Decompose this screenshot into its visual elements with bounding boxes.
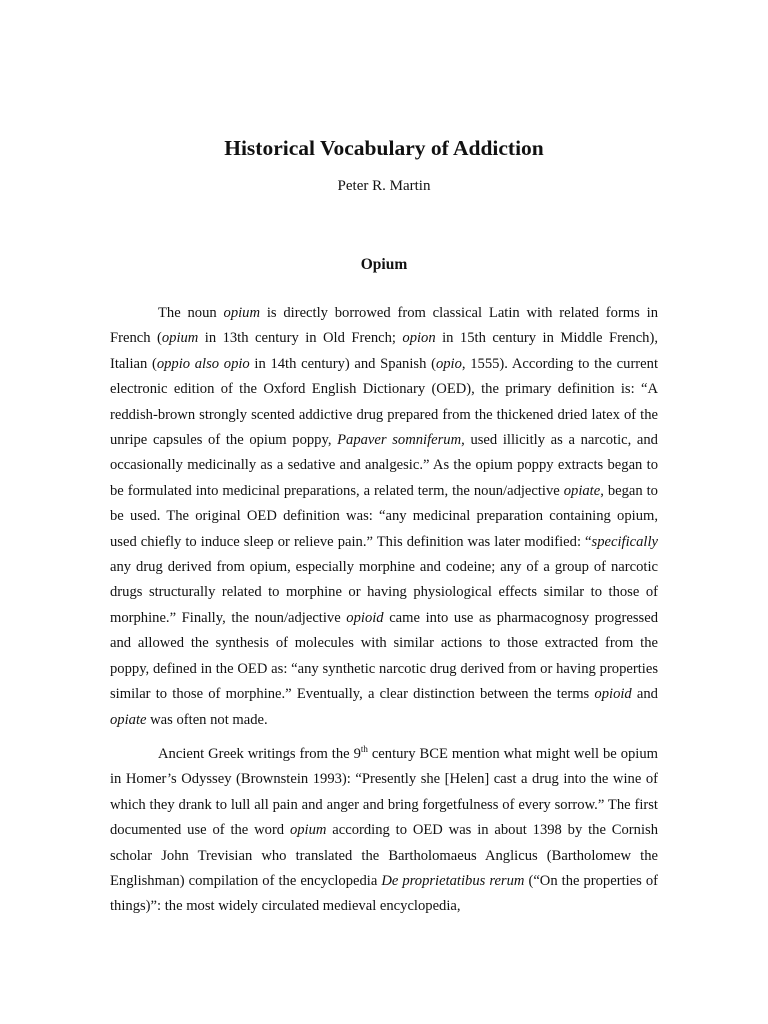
paragraph-opium-history: Ancient Greek writings from the 9th century BCE mention what might well be opium in Homer’s Odyssey (Brownstein 1993): “Presently she [Helen] cast a drug into the wine of which they drank to lull all pain and anger and bring forgetfulness of every sorrow.” The first documented use of the word opium according to OED was in about 1398 by the Cornish scholar John Trevisian who translated the Bartholomaeus Anglicus (Bartholomew the Englishman) compilation of the encyclopedia De proprietatibus rerum (“On the properties of things)”: the most widely circulated medieval encyclopedia, <box>110 743 659 915</box>
italic-term: opium <box>223 305 260 321</box>
italic-term: opion <box>402 330 436 347</box>
italic-term: Papaver somniferum <box>337 432 462 449</box>
italic-term: opioid <box>346 609 384 626</box>
author-name: Peter R. Martin <box>337 178 431 194</box>
italic-term: De proprietatibus rerum <box>381 872 525 889</box>
section-heading: Opium <box>360 256 408 273</box>
italic-term: oppio also opio <box>156 355 250 372</box>
italic-term: opiate <box>563 482 601 499</box>
italic-term: opium <box>161 330 199 347</box>
paragraph-opium-etymology: The noun opium is directly borrowed from classical Latin with related forms in French (opium in 13th century in Old French; opion in 15th century in Middle French), Italian (oppio also opio in 14th century) and Spanish (opio, 1555). According to the current electronic edition of the Oxford English Dictionary (OED), the primary definition is: “A reddish-brown strongly scented addictive drug prepared from the thickened dried latex of the unripe capsules of the opium poppy, Papaver somniferum, used illicitly as a narcotic, and occasionally medicinally as a sedative and analgesic.” As the opium poppy extracts began to be formulated into medicinal preparations, a related term, the noun/adjective opiate, began to be used. The original OED definition was: “any medicinal preparation containing opium, used chiefly to induce sleep or relieve pain.” This definition was later modified: “specifically any drug derived from opium, especially morphine and codeine; any of a group of narcotic drugs structurally related to morphine or having physiological effects similar to those of morphine.” Finally, the noun/adjective opioid came into use as pharmacognosy progressed and allowed the synthesis of molecules with similar actions to those extracted from the poppy, defined in the OED as: “any synthetic narcotic drug derived from or having properties similar to those of morphine.” Eventually, a clear distinction between the terms opioid and opiate was often not made. <box>110 305 658 728</box>
body-text <box>110 301 658 920</box>
italic-term: opiate <box>110 711 147 728</box>
document-title: Historical Vocabulary of Addiction <box>224 136 544 160</box>
italic-term: specifically <box>591 533 658 550</box>
italic-term: opium <box>289 822 327 839</box>
superscript: th <box>360 743 368 754</box>
italic-term: opio <box>435 355 462 372</box>
italic-term: opioid <box>594 686 632 703</box>
